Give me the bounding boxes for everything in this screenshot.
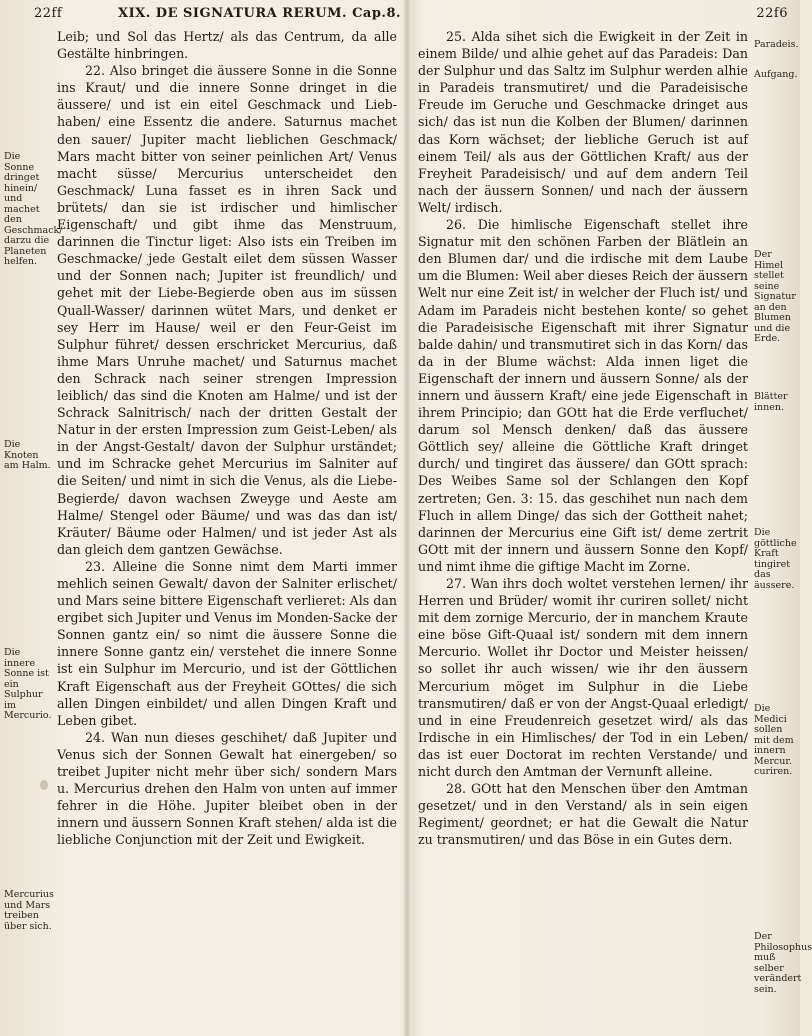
paragraph: 25. Alda sihet sich die Ewigkeit in der Zeit in einem Bilde/ und alhie gehet auf das Paradeis: Dan der Sulphur und das Saltz im Sulphur werden alhie in Paradeis transmutiret/ und die Paradeisische Freude im Geruche und Geschmacke dringet aus sich/ das ist nun die Kolben der Blumen/ darinnen das Korn wächset; der liebliche Geruch ist auf einem Teil/ als aus der Göttlichen Kraft/ aus der Freyheit Paradeisisch/ und auf dem andern Teil nach der äussern Sonnen/ und nach der äussern Welt/ irdisch. — [418, 29, 748, 215]
right-margin-note: Die Medici sollen mit dem innern Mercur. curiren. — [754, 703, 794, 777]
right-margin-note: Der Himel stellet seine Signatur an den Blumen und die Erde. — [754, 249, 796, 344]
paragraph: 28. GOtt hat den Menschen über den Amtman gesetzet/ und in den Verstand/ als in sein eigen Regiment/ geordnet; er hat die Gewalt die Natur zu transmutiren/ und das Böse in ein Gutes dern. — [418, 781, 748, 848]
page-gutter — [404, 0, 410, 1036]
right-page-header — [118, 6, 794, 26]
left-margin-note: Die Knoten am Halm. — [4, 439, 51, 471]
right-margin-note: Paradeis. — [754, 39, 799, 50]
left-text-column — [57, 28, 397, 849]
paragraph: 26. Die himlische Eigenschaft stellet ihre Signatur mit den schönen Farben der Blätlein an den Blumen dar/ und die irdische mit dem Laube um die Blumen: Weil aber dieses Reich der äussern Welt nur eine Zeit ist/ in welcher der Fluch ist/ und Adam im Paradeis nicht bestehen konte/ so gehet die Paradeisische Eigenschaft mit ihrer Signatur balde dahin/ und transmutiret sich in das Korn/ das da in der Blume wächst: Alda innen liget die Eigenschaft der innern und äussern Sonne/ als der innern und äussern Kraft/ eine jede Eigenschaft in ihrem Principio; dan GOtt hat die Erde verfluchet/ darum sol Mensch denken/ daß das äussere Göttlich sey/ alleine die Göttliche Kraft dringet durch/ und tingiret das äussere/ dan GOtt sprach: Des Weibes Same sol der Schlangen den Kopf zertreten; Gen. 3: 15. das geschihet nun nach dem Fluch in allem Dinge/ das sich der Gottheit nahet; darinnen der Mercurius eine Gift ist/ deme zertrit GOtt mit der innern und äussern Sonne den Kopf/ und nimt ihme die giftige Macht im Zorne. — [418, 217, 748, 574]
right-text-column — [418, 28, 748, 849]
paragraph: 23. Alleine die Sonne nimt dem Marti immer mehlich seinen Gewalt/ davon der Salniter erlischet/ und Mars seine bittere Eigenschaft verlieret: Als dan ergibet sich Jupiter und Venus im Monden-Sacke der Sonnen gantz ein/ so nimt die äussere Sonne die innere Sonne gantz ein/ verstehet die innere Sonne ist ein Sulphur im Mercurio, und ist der Göttlichen Kraft Eigenschaft aus der Freyheit GOttes/ die sich allen Dingen einbildet/ und allen Dingen Kraft und Leben gibet. — [57, 558, 397, 728]
left-margin-note: Die Sonne dringet hinein/ und machet den Geschmack/ darzu die Planeten helfen. — [4, 151, 63, 267]
right-margin-note: Die göttliche Kraft tingiret das äussere. — [754, 527, 797, 591]
paragraph: 22. Also bringet die äussere Sonne in die Sonne ins Kraut/ und die innere Sonne dringet in die äussere/ und ist ein eitel Geschmack und Lieb-haben/ eine Essentz die andere. Saturnus machet den sauer/ Jupiter macht lieblichen Geschmack/ Mars macht bitter von seiner peinlichen Art/ Venus macht süsse/ Mercurius unterscheidet den Geschmack/ Luna fasset es in ihren Sack und brütets/ dan sie ist irdischer und himlischer Eigenschaft/ und gibt ihme das Menstruum, darinnen die Tinctur liget: Also ists ein Treiben im Geschmacke/ jede Gestalt eilet dem süssen Wasser und der Sonnen nach; Jupiter ist freundlich/ und gehet mit der Liebe-Begierde oben aus im süssen Quall-Wasser/ darinnen wütet Mars, und denket er sey Herr im Hause/ weil er den Feur-Geist im Sulphur führet/ dessen erschricket Mercurius, daß ihme Mars Unruhe machet/ und Saturnus machet den Schrack nach seiner strengen Impression leiblich/ das sind die Knoten am Halme/ und ist der Schrack Salnitrisch/ nach der dritten Gestalt der Natur in der ersten Impression zum Geist-Leben/ als in der Angst-Gestalt/ davon der Sulphur urständet; und im Schracke gehet Mercurius im Salniter auf die Seiten/ und nimt in sich die Venus, als die Liebe-Begierde/ davon wachsen Zweyge und Aeste am Halme/ Stengel oder Bäume/ und was das dan ist/ Kräuter/ Bäume oder Halmen/ und ist jeder Ast als dan gleich dem gantzen Gewächse. — [57, 63, 397, 557]
left-margin-note: Mercurius und Mars treiben über sich. — [4, 889, 54, 932]
right-margin-note: Blätter innen. — [754, 391, 788, 413]
right-margin-note: Aufgang. — [754, 69, 798, 80]
left-page-number: 22ff — [34, 6, 63, 21]
right-page-number: 22f6 — [756, 6, 788, 21]
right-margin-note: Der Philosophus muß selber verändert sein. — [754, 931, 812, 995]
ink-stain — [40, 780, 48, 790]
paragraph: Leib; und Sol das Hertz/ als das Centrum, da alle Gestälte hinbringen. — [57, 29, 397, 62]
paragraph: 24. Wan nun dieses geschihet/ daß Jupiter und Venus sich der Sonnen Gewalt hat einergeben/ so treibet Jupiter nicht mehr über sich/ sondern Mars u. Mercurius drehen den Halm von unten auf immer fehrer in die Höhe. Jupiter bleibet oben in der innern und äussern Sonnen Kraft stehen/ alda ist die liebliche Conjunction mit der Zeit und Ewigkeit. — [57, 729, 397, 848]
running-title: XIX. DE SIGNATURA RERUM. Cap.8. — [118, 6, 402, 21]
left-margin-note: Die innere Sonne ist ein Sulphur im Mercurio. — [4, 647, 52, 721]
paragraph: 27. Wan ihrs doch woltet verstehen lernen/ ihr Herren und Brüder/ womit ihr curiren sollet/ nicht mit dem zornige Mercurio, der in manchem Kraute eine böse Gift-Quaal ist/ sondern mit dem innern Mercurio. Wollet ihr Doctor und Meister heissen/ so sollet ihr auch wissen/ wie ihr den äussern Mercurium möget im Sulphur in die Liebe transmutiren/ daß er von der Angst-Quaal erledigt/ und in eine Freudenreich gesetzet wird/ als das Irdische in ein Himlisches/ der Tod in ein Leben/ das ist euer Doctorat im rechten Verstande/ und nicht durch den Amtman der Vernunft alleine. — [418, 576, 748, 780]
